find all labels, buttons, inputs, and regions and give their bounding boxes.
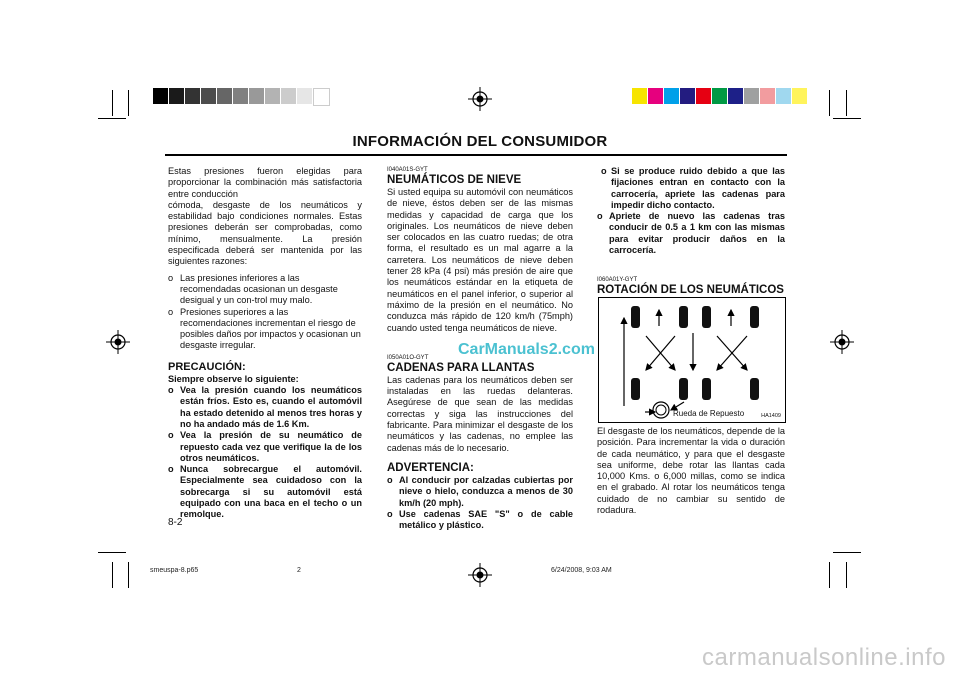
gray-swatch (233, 88, 248, 104)
section-paragraph: Si usted equipa su automóvil con neumáticos de nieve, éstos deben ser de las mismas medidas y capacidad de carga que los originales. Los neumáticos de nieve deben ser colocados en las cuatro ruedas; de otra forma, el resultado es un mal agarre a la carretera. Los neumáticos de nieve deben tener 28 kPa (4 psi) más presión de aire que los neumáticos estándar en la etiqueta de neumáticos en el panel inferior, o superior al máximo de la presión en el neumático. No conduzca más rápido de 120 km/h (75mph) cuando usted tenga neumáticos de nieve. (387, 187, 573, 333)
list-item: o Vea la presión de su neumático de repuesto cada vez que verifique la de los otros neumáticos. (168, 430, 362, 463)
list-item: o Si se produce ruido debido a que las fijaciones entran en contacto con la carrocería, apriete las cadenas para impedir dicho contacto. (597, 166, 785, 211)
list-item: o Al conducir por calzadas cubiertas por nieve o hielo, conduzca a menos de 30 km/h (20 mph). (387, 474, 573, 508)
warning-heading: ADVERTENCIA: (387, 461, 474, 474)
page-title: INFORMACIÓN DEL CONSUMIDOR (352, 133, 608, 150)
list-item: o Las presiones inferiores a las recomendadas ocasionan un desgaste desigual y un con-trol muy malo. (168, 272, 338, 306)
color-swatch (792, 88, 807, 104)
section-code: I040A01S-GYT (387, 167, 428, 173)
list-item: o Presiones superiores a las recomendaciones incrementan el riesgo de posibles daños por impactos y ocasionan un desgaste irregular. (168, 306, 361, 351)
gray-swatch (153, 88, 168, 104)
color-swatch (680, 88, 695, 104)
gray-swatch (297, 88, 312, 104)
section-code: I060A01Y-GYT (597, 277, 638, 283)
column-right (597, 166, 785, 256)
intro-paragraph: Estas presiones fueron elegidas para proporcionar la combinación más satisfactoria entre conducción cómoda, desgaste de los neumáticos y estabilidad bajo condiciones normales. Estas presiones deberán ser comprobadas, como mínimo, mensualmente. La presión especificada deberá ser mantenida por las siguientes razones: (168, 166, 362, 267)
spare-tire-label: Rueda de Repuesto (673, 409, 745, 418)
color-swatch (664, 88, 679, 104)
registration-target-icon (830, 330, 854, 354)
footer-date: 6/24/2008, 9:03 AM (551, 567, 612, 574)
footer-filename: smeuspa-8.p65 (150, 567, 199, 574)
bullet-mark: o (387, 474, 393, 485)
bullet-mark: o (168, 306, 174, 317)
page-number: 8-2 (168, 517, 183, 528)
warning-heading: PRECAUCIÓN: (168, 360, 246, 373)
color-swatch (648, 88, 663, 104)
footer-page: 2 (297, 567, 301, 574)
bullet-mark: o (387, 508, 393, 519)
registration-target-icon (468, 563, 492, 587)
gray-swatch (169, 88, 184, 104)
bullet-mark: o (168, 430, 174, 441)
gray-swatch (185, 88, 200, 104)
bullet-mark: o (168, 385, 174, 396)
site-url: carmanualsonline.info (702, 644, 946, 671)
bullet-mark: o (168, 464, 174, 475)
color-swatch (728, 88, 743, 104)
section-heading: NEUMÁTICOS DE NIEVE (387, 174, 522, 186)
list-item: o Nunca sobrecargue el automóvil. Especialmente sea cuidadoso con la sobrecarga si su automóvil está equipado con una baca en el techo o un remolque. (168, 464, 362, 520)
gray-swatch (217, 88, 232, 104)
color-swatch (712, 88, 727, 104)
gray-swatch (249, 88, 264, 104)
figure-code: HA1409 (761, 413, 781, 419)
section-paragraph: Las cadenas para los neumáticos deben ser instaladas en las ruedas delanteras. Asegúrese de que sean de las medidas correctas y siga las instrucciones del fabricante. Para minimizar el desgaste de los neumáticos y las cadenas, no emplee las cadenas más de lo necesario. (387, 374, 573, 453)
list-item: o Apriete de nuevo las cadenas tras conducir de 0.5 a 1 km con las mismas para evitar producir daños en la carrocería. (597, 211, 785, 256)
tire-rotation-diagram (599, 298, 785, 422)
registration-target-icon (106, 330, 130, 354)
tire-rotation-figure (598, 297, 786, 423)
rotation-paragraph-block (597, 426, 785, 516)
color-swatch (776, 88, 791, 104)
gray-swatch (265, 88, 280, 104)
section-heading: CADENAS PARA LLANTAS (387, 361, 535, 374)
color-swatch (696, 88, 711, 104)
registration-target-icon (468, 87, 492, 111)
title-rule (165, 154, 787, 156)
rotation-section (597, 276, 785, 297)
warning-subheading: Siempre observe lo siguiente: (168, 373, 299, 384)
bullet-mark: o (601, 166, 607, 176)
list-item: o Vea la presión cuando los neumáticos están fríos. Esto es, cuando el automóvil ha estado detenido al menos tres horas y no ha andado más de 1.6 Km. (168, 385, 362, 429)
bullet-mark: o (168, 272, 174, 283)
gray-swatch (201, 88, 216, 104)
watermark: CarManuals2.com (458, 341, 595, 358)
bullet-mark: o (597, 211, 603, 222)
tire-icon (631, 306, 759, 400)
color-swatch (760, 88, 775, 104)
color-swatch (744, 88, 759, 104)
section-paragraph: El desgaste de los neumáticos, depende de la posición. Para incrementar la vida o duración de cada neumático, y para que el desgaste sea uniforme, debe rotar las llantas cada 10,000 Kms. o 6,000 millas, como se indica en el grabado. Al rotar los neumáticos tenga cuidado de no cambiar su sentido de rodadura. (597, 426, 785, 516)
gray-swatch (281, 88, 296, 104)
column-left (168, 166, 362, 521)
list-item: o Use cadenas SAE "S" o de cable metálico y plástico. (387, 508, 573, 531)
gray-swatch (313, 88, 330, 106)
color-swatch (632, 88, 647, 104)
section-code: I050A01O-GYT (387, 354, 429, 361)
section-heading: ROTACIÓN DE LOS NEUMÁTICOS (597, 284, 784, 296)
